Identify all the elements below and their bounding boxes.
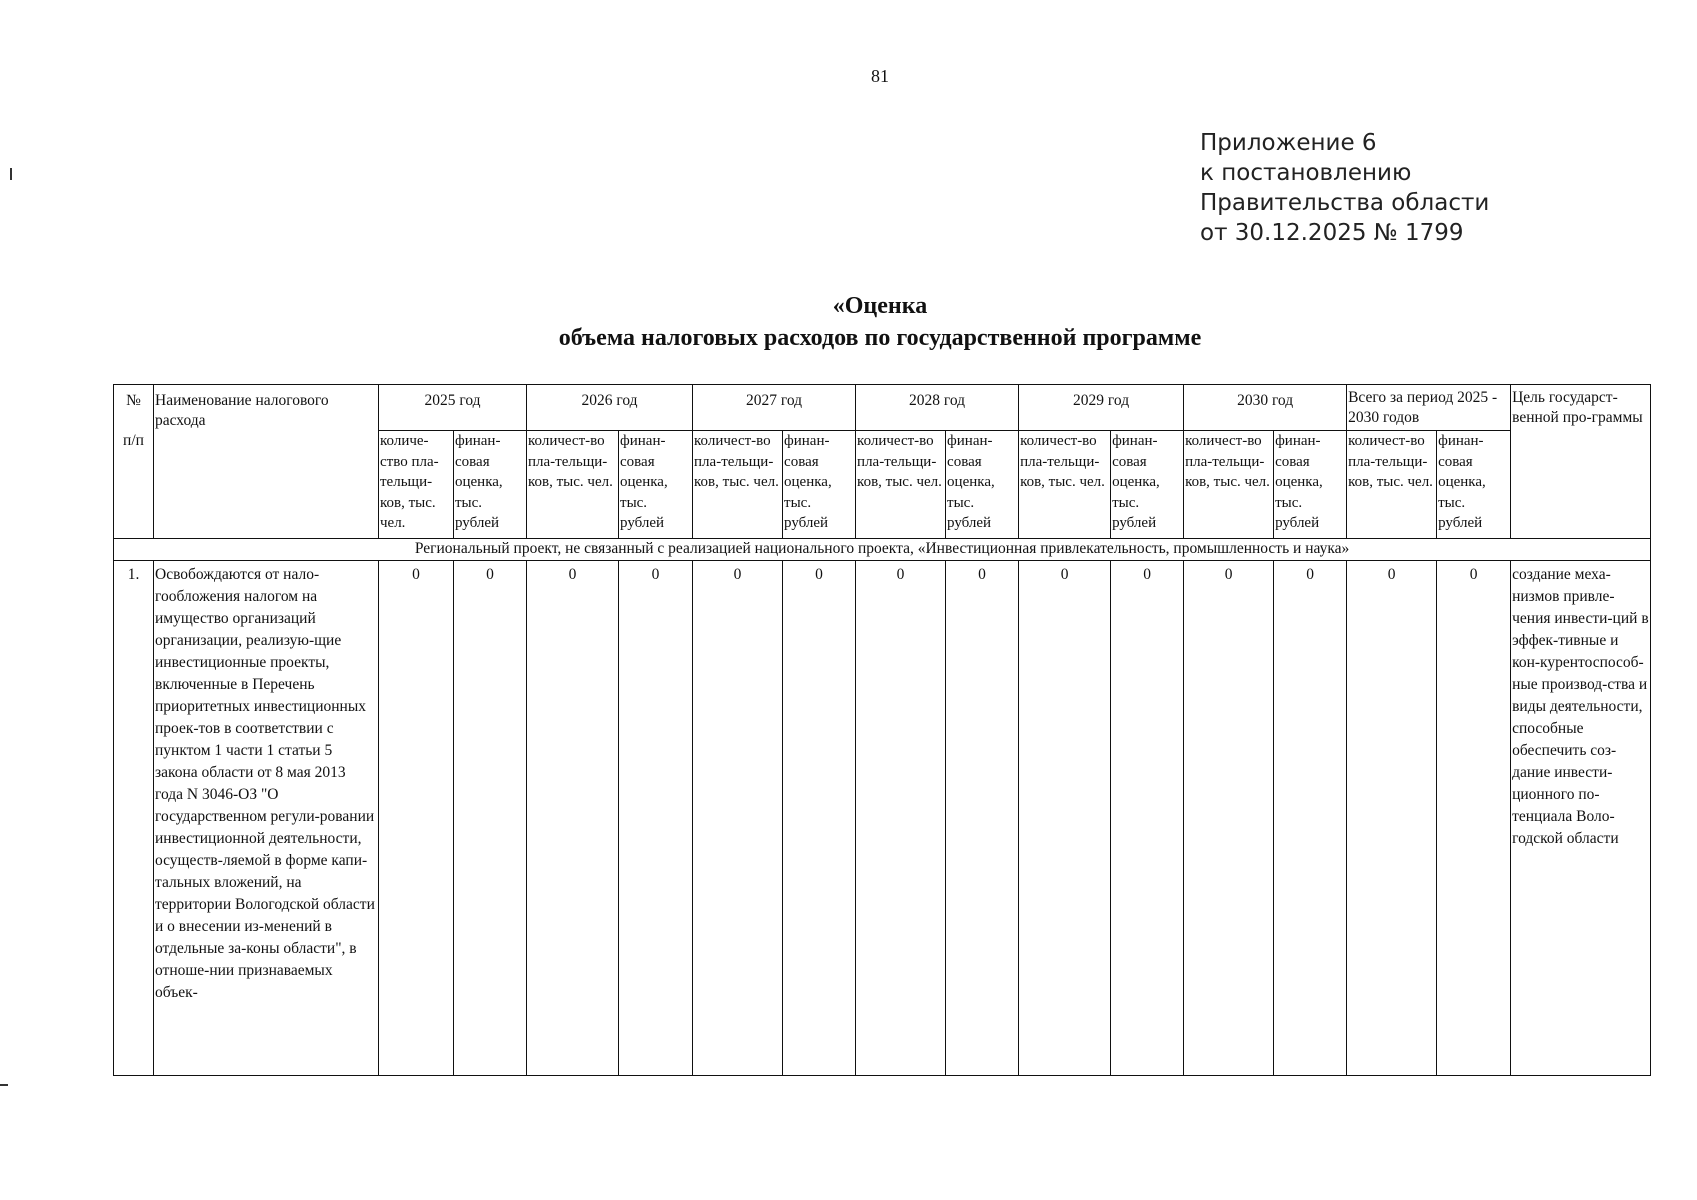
value-cell: 0: [1347, 561, 1437, 1076]
subheader-finance: финан-совая оценка, тыс. рублей: [783, 431, 856, 539]
header-name-cell: Наименование налогового расхода: [154, 385, 379, 539]
title-line-1: «Оценка: [832, 293, 928, 319]
tax-expense-table-wrap: [113, 384, 1651, 1076]
subheader-finance: финан-совая оценка, тыс. рублей: [1274, 431, 1347, 539]
subheader-count: количест-во пла-тельщи-ков, тыс. чел.: [527, 431, 619, 539]
header-num-sublabel: п/п: [123, 432, 144, 450]
row-number: 1.: [114, 561, 154, 1076]
subheader-count: количест-во пла-тельщи-ков, тыс. чел.: [693, 431, 783, 539]
header-year-2028: 2028 год: [856, 385, 1019, 431]
header-row-years: [114, 385, 1651, 431]
appendix-line: от 30.12.2025 № 1799: [1200, 220, 1464, 246]
value-cell: 0: [856, 561, 946, 1076]
subheader-count: количест-во пла-тельщи-ков, тыс. чел.: [1184, 431, 1274, 539]
value-cell: 0: [1184, 561, 1274, 1076]
document-title: [0, 290, 1697, 354]
header-num-cell: [114, 385, 154, 539]
subheader-count: количест-во пла-тельщи-ков, тыс. чел.: [856, 431, 946, 539]
header-num-label: №: [126, 392, 141, 409]
value-cell: 0: [783, 561, 856, 1076]
table-row: [114, 561, 1651, 1076]
subheader-count: количест-во пла-тельщи-ков, тыс. чел.: [1347, 431, 1437, 539]
tax-expense-table: [113, 384, 1651, 1076]
title-line-2: объема налоговых расходов по государственной программе: [558, 325, 1202, 351]
value-cell: 0: [1019, 561, 1111, 1076]
header-year-2029: 2029 год: [1019, 385, 1184, 431]
header-year-2025: 2025 год: [379, 385, 527, 431]
header-year-2027: 2027 год: [693, 385, 856, 431]
header-year-2030: 2030 год: [1184, 385, 1347, 431]
subheader-count: количе-ство пла-тельщи-ков, тыс. чел.: [379, 431, 454, 539]
appendix-line: к постановлению: [1200, 160, 1412, 186]
project-row: [114, 539, 1651, 561]
left-margin-line: [0, 1084, 8, 1086]
value-cell: 0: [619, 561, 693, 1076]
value-cell: 0: [1111, 561, 1184, 1076]
subheader-finance: финан-совая оценка, тыс. рублей: [619, 431, 693, 539]
subheader-finance: финан-совая оценка, тыс. рублей: [454, 431, 527, 539]
appendix-line: Правительства области: [1200, 190, 1490, 216]
left-edge-tick: [10, 168, 12, 180]
subheader-finance: финан-совая оценка, тыс. рублей: [946, 431, 1019, 539]
value-cell: 0: [946, 561, 1019, 1076]
row-program-purpose: создание меха-низмов привле-чения инвести-ций в эффек-тивные и кон-курентоспособ-ные производ-ства и виды деятельности, способные обеспечить соз-дание инвести-ционного по-тенциала Воло-годской области: [1511, 561, 1651, 1076]
subheader-finance: финан-совая оценка, тыс. рублей: [1437, 431, 1511, 539]
row-tax-expense-name: Освобождаются от нало-гообложения налогом на имущество организаций организации, реализую-щие инвестиционные проекты, включенные в Перечень приоритетных инвестиционных проек-тов в соответствии с пунктом 1 части 1 статьи 5 закона области от 8 мая 2013 года N 3046-ОЗ "О государственном регули-ровании инвестиционной деятельности, осуществ-ляемой в форме капи-тальных вложений, на территории Вологодской области и о внесении из-менений в отдельные за-коны области", в отноше-нии признаваемых объек-: [154, 561, 379, 1076]
subheader-count: количест-во пла-тельщи-ков, тыс. чел.: [1019, 431, 1111, 539]
value-cell: 0: [1437, 561, 1511, 1076]
value-cell: 0: [1274, 561, 1347, 1076]
value-cell: 0: [693, 561, 783, 1076]
appendix-block: [1200, 128, 1489, 248]
subheader-finance: финан-совая оценка, тыс. рублей: [1111, 431, 1184, 539]
header-year-2026: 2026 год: [527, 385, 693, 431]
header-purpose: Цель государст-венной про-граммы: [1511, 385, 1651, 539]
header-total-period: Всего за период 2025 - 2030 годов: [1347, 385, 1511, 431]
page-number: 81: [871, 66, 889, 86]
value-cell: 0: [379, 561, 454, 1076]
project-row-label: Региональный проект, не связанный с реализацией национального проекта, «Инвестиционная привлекательность, промышленность и наука»: [114, 539, 1651, 561]
appendix-line: Приложение 6: [1200, 130, 1377, 156]
value-cell: 0: [527, 561, 619, 1076]
value-cell: 0: [454, 561, 527, 1076]
